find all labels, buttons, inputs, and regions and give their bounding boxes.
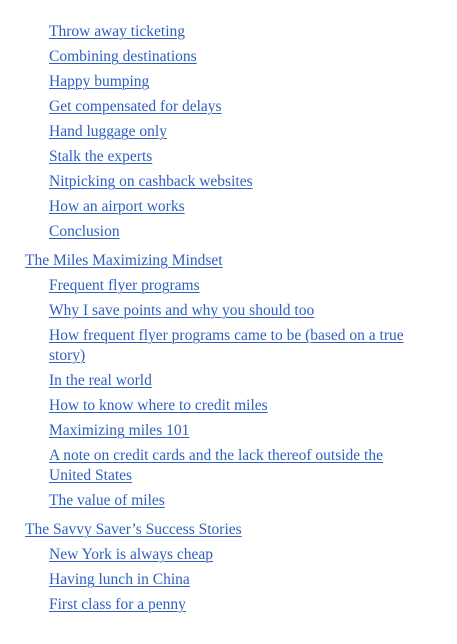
toc-item <box>49 197 427 217</box>
toc-link-where-credit-miles[interactable]: How to know where to credit miles <box>49 397 268 414</box>
toc-item <box>49 122 427 142</box>
toc-link-lunch-in-china[interactable]: Having lunch in China <box>49 571 190 588</box>
toc-link-how-airport-works[interactable]: How an airport works <box>49 198 185 215</box>
toc-link-real-world[interactable]: In the real world <box>49 372 152 389</box>
toc-link-stalk-the-experts[interactable]: Stalk the experts <box>49 148 153 165</box>
toc-link-frequent-flyer-programs[interactable]: Frequent flyer programs <box>49 277 200 294</box>
toc-link-compensated-delays[interactable]: Get compensated for delays <box>49 98 222 115</box>
toc-link-nitpicking-cashback[interactable]: Nitpicking on cashback websites <box>49 173 253 190</box>
toc-item <box>49 326 427 366</box>
toc-item <box>49 276 427 296</box>
toc-link-hand-luggage-only[interactable]: Hand luggage only <box>49 123 167 140</box>
toc-item <box>49 301 427 321</box>
toc-item <box>49 595 427 615</box>
toc-section <box>25 251 425 271</box>
toc-item <box>49 421 427 441</box>
toc-link-maximizing-miles-101[interactable]: Maximizing miles 101 <box>49 422 190 439</box>
toc-item <box>49 47 427 67</box>
toc-item <box>49 222 427 242</box>
toc-item <box>49 97 427 117</box>
toc-link-why-save-points[interactable]: Why I save points and why you should too <box>49 302 315 319</box>
toc-item <box>49 570 427 590</box>
toc-item <box>49 147 427 167</box>
toc-item <box>49 545 427 565</box>
toc-item <box>49 446 427 486</box>
toc-item <box>49 172 427 192</box>
toc-item <box>49 491 427 511</box>
table-of-contents <box>0 22 457 620</box>
toc-link-first-class-penny[interactable]: First class for a penny <box>49 596 186 613</box>
toc-link-combining-destinations[interactable]: Combining destinations <box>49 48 197 65</box>
toc-link-value-of-miles[interactable]: The value of miles <box>49 492 165 509</box>
toc-link-throw-away-ticketing[interactable]: Throw away ticketing <box>49 23 186 40</box>
toc-link-note-credit-cards[interactable]: A note on credit cards and the lack thereof outside the United States <box>49 447 383 484</box>
toc-section-savvy-savers-success-stories[interactable]: The Savvy Saver’s Success Stories <box>25 521 242 538</box>
toc-link-how-ffp-came-to-be[interactable]: How frequent flyer programs came to be (based on a true story) <box>49 327 404 364</box>
toc-item <box>49 72 427 92</box>
toc-item <box>49 396 427 416</box>
toc-link-conclusion[interactable]: Conclusion <box>49 223 120 240</box>
toc-link-new-york-cheap[interactable]: New York is always cheap <box>49 546 214 563</box>
toc-section-miles-maximizing-mindset[interactable]: The Miles Maximizing Mindset <box>25 252 223 269</box>
toc-item <box>49 371 427 391</box>
toc-section <box>25 520 425 540</box>
toc-item <box>49 22 427 42</box>
toc-link-happy-bumping[interactable]: Happy bumping <box>49 73 150 90</box>
